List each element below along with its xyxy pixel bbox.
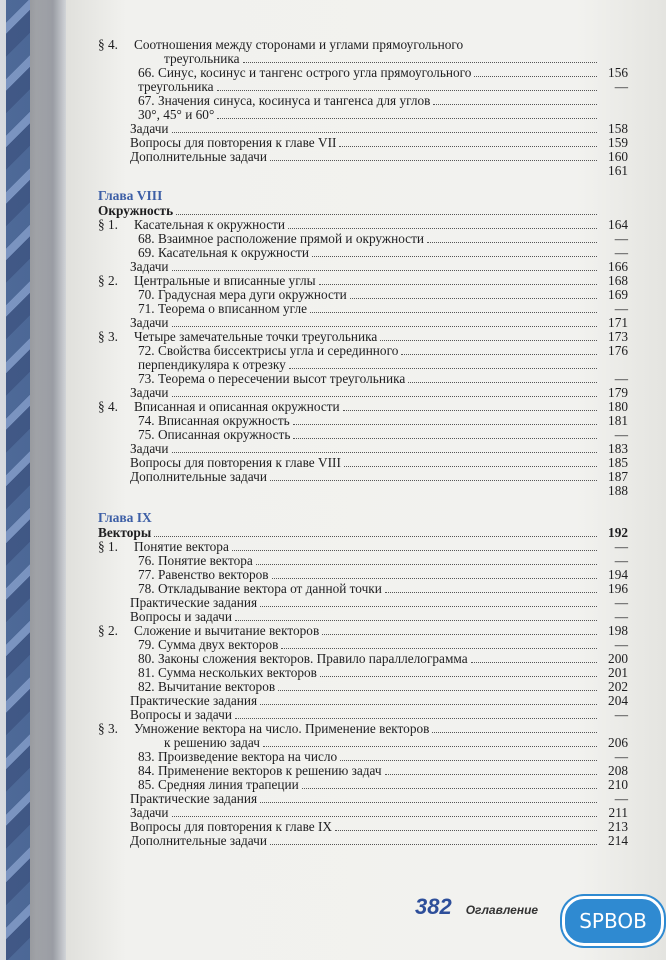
toc-title: 79. Сумма двух векторов: [138, 637, 279, 652]
dot-leader: [427, 242, 597, 243]
toc-entry: [98, 484, 628, 498]
toc-entry: [98, 246, 628, 260]
toc-entry: [98, 666, 628, 680]
toc-title: Вопросы и задачи: [130, 707, 232, 722]
toc-title: Дополнительные задачи: [130, 469, 267, 484]
toc-page-number: 160: [608, 149, 628, 164]
toc-number: § 3.: [98, 329, 118, 344]
toc-entry: [98, 414, 628, 428]
toc-title: Задачи: [130, 805, 169, 820]
toc-page-number: 198: [608, 623, 628, 638]
dot-leader: [232, 550, 597, 551]
toc-entry: [98, 792, 628, 806]
toc-entry: [98, 274, 628, 288]
toc-number: § 4.: [98, 399, 118, 414]
toc-entry: [98, 722, 628, 736]
toc-entry: [98, 778, 628, 792]
toc-title: Практические задания: [130, 595, 258, 610]
toc-page-number: 214: [608, 833, 628, 848]
toc-title: треугольника: [138, 79, 214, 94]
watermark-logo: SPBOB: [562, 896, 664, 946]
toc-title: Задачи: [130, 441, 169, 456]
toc-page-number: 187: [608, 469, 628, 484]
toc-page-number: 171: [608, 315, 628, 330]
toc-entry: [98, 624, 628, 638]
toc-entry: [98, 568, 628, 582]
toc-page-number: 194: [608, 567, 628, 582]
toc-title: 74. Вписанная окружность: [138, 413, 290, 428]
toc-title: Задачи: [130, 259, 169, 274]
toc-title: Соотношения между сторонами и углами прямоугольного: [134, 37, 464, 52]
dot-leader: [172, 132, 597, 133]
toc-title: Практические задания: [130, 693, 258, 708]
toc-page-number: 183: [608, 441, 628, 456]
toc-entry: [98, 540, 628, 554]
spine-shadow: [30, 0, 66, 960]
dot-leader: [288, 228, 597, 229]
toc-page-number: 206: [608, 735, 628, 750]
toc-number: § 2.: [98, 623, 118, 638]
toc-entry: [98, 288, 628, 302]
toc-title: 82. Вычитание векторов: [138, 679, 276, 694]
toc-title: 67. Значения синуса, косинуса и тангенса для углов: [138, 93, 431, 108]
table-of-contents: [98, 38, 628, 848]
dot-leader: [471, 662, 597, 663]
toc-page-number: —: [614, 301, 628, 316]
toc-title: Вписанная и описанная окружности: [134, 399, 340, 414]
toc-entry: [98, 372, 628, 386]
toc-title: Четыре замечательные точки треугольника: [134, 329, 378, 344]
toc-entry: [98, 38, 628, 52]
dot-leader: [339, 146, 597, 147]
toc-entry: [98, 316, 628, 330]
dot-leader: [289, 368, 597, 369]
dot-leader: [385, 592, 597, 593]
toc-title: Практические задания: [130, 791, 258, 806]
toc-title: Понятие вектора: [134, 539, 229, 554]
toc-title: 84. Применение векторов к решению задач: [138, 763, 382, 778]
toc-page-number: 159: [608, 135, 628, 150]
toc-title: Центральные и вписанные углы: [134, 273, 316, 288]
dot-leader: [319, 284, 597, 285]
toc-page-number: 188: [608, 483, 628, 498]
dot-leader: [312, 256, 597, 257]
toc-entry: [98, 680, 628, 694]
toc-entry: [98, 386, 628, 400]
toc-title: Вопросы для повторения к главе VIII: [130, 455, 341, 470]
toc-page-number: 196: [608, 581, 628, 596]
dot-leader: [401, 354, 597, 355]
dot-leader: [340, 760, 597, 761]
dot-leader: [344, 466, 597, 467]
toc-title: Задачи: [130, 121, 169, 136]
toc-title: Сложение и вычитание векторов: [134, 623, 320, 638]
toc-entry: [98, 80, 628, 94]
toc-title: Умножение вектора на число. Применение векторов: [134, 721, 430, 736]
toc-entry: [98, 428, 628, 442]
dot-leader: [172, 816, 597, 817]
dot-leader: [235, 718, 597, 719]
dot-leader: [217, 118, 597, 119]
toc-page-number: —: [614, 791, 628, 806]
toc-page-number: 200: [608, 651, 628, 666]
toc-title: 71. Теорема о вписанном угле: [138, 301, 307, 316]
toc-page-number: —: [614, 609, 628, 624]
dot-leader: [408, 382, 597, 383]
dot-leader: [172, 452, 597, 453]
dot-leader: [293, 424, 597, 425]
toc-title: 81. Сумма нескольких векторов: [138, 665, 317, 680]
dot-leader: [432, 732, 597, 733]
toc-entry: [98, 834, 628, 848]
toc-page-number: 204: [608, 693, 628, 708]
dot-leader: [320, 676, 597, 677]
toc-title: 85. Средняя линия трапеции: [138, 777, 299, 792]
toc-page-number: —: [614, 749, 628, 764]
toc-title: 83. Произведение вектора на число: [138, 749, 338, 764]
toc-title: треугольника: [164, 51, 240, 66]
toc-number: § 1.: [98, 217, 118, 232]
chapter-heading: [98, 188, 628, 204]
toc-page-number: 158: [608, 121, 628, 136]
dot-leader: [154, 536, 597, 537]
toc-entry: [98, 400, 628, 414]
toc-entry: [98, 554, 628, 568]
toc-page-number: —: [614, 595, 628, 610]
page-number: 382: [415, 894, 452, 919]
dot-leader: [322, 634, 597, 635]
toc-title: 70. Градусная мера дуги окружности: [138, 287, 347, 302]
toc-title: 66. Синус, косинус и тангенс острого угла прямоугольного: [138, 65, 472, 80]
toc-page-number: 180: [608, 399, 628, 414]
toc-entry: [98, 596, 628, 610]
toc-entry: [98, 736, 628, 750]
dot-leader: [235, 620, 597, 621]
toc-title: 80. Законы сложения векторов. Правило параллелограмма: [138, 651, 468, 666]
toc-entry: [98, 806, 628, 820]
dot-leader: [310, 312, 597, 313]
toc-entry: [98, 218, 628, 232]
toc-entry: [98, 358, 628, 372]
dot-leader: [302, 788, 597, 789]
toc-entry: [98, 442, 628, 456]
toc-title: Задачи: [130, 385, 169, 400]
toc-title: 73. Теорема о пересечении высот треугольника: [138, 371, 406, 386]
toc-number: § 3.: [98, 721, 118, 736]
dot-leader: [380, 340, 597, 341]
dot-leader: [263, 746, 597, 747]
toc-entry: [98, 344, 628, 358]
toc-entry: [98, 94, 628, 108]
dot-leader: [278, 690, 597, 691]
page-footer: [415, 894, 538, 920]
book-spine: [6, 0, 30, 960]
toc-entry: [98, 750, 628, 764]
toc-title: Вопросы для повторения к главе VII: [130, 135, 337, 150]
toc-page-number: 176: [608, 343, 628, 358]
toc-entry: [98, 330, 628, 344]
toc-page-number: —: [614, 245, 628, 260]
dot-leader: [270, 160, 597, 161]
toc-title: Вопросы для повторения к главе IX: [130, 819, 333, 834]
toc-entry: [98, 164, 628, 178]
toc-page-number: 161: [608, 163, 628, 178]
dot-leader: [256, 564, 597, 565]
toc-page-number: —: [614, 553, 628, 568]
toc-page-number: 179: [608, 385, 628, 400]
toc-page-number: 201: [608, 665, 628, 680]
dot-leader: [270, 480, 597, 481]
toc-entry: [98, 582, 628, 596]
toc-entry: [98, 136, 628, 150]
dot-leader: [260, 606, 597, 607]
toc-page-number: —: [614, 539, 628, 554]
toc-page-number: 181: [608, 413, 628, 428]
dot-leader: [270, 844, 597, 845]
toc-page-number: 164: [608, 217, 628, 232]
toc-entry: [98, 232, 628, 246]
toc-page-number: —: [614, 427, 628, 442]
dot-leader: [350, 298, 597, 299]
toc-title: 75. Описанная окружность: [138, 427, 291, 442]
toc-page-number: 185: [608, 455, 628, 470]
toc-entry: [98, 302, 628, 316]
toc-title: 72. Свойства биссектрисы угла и серединного: [138, 343, 399, 358]
toc-title: Задачи: [130, 315, 169, 330]
toc-page-number: 166: [608, 259, 628, 274]
toc-title: Векторы: [98, 525, 152, 540]
toc-page-number: 156: [608, 65, 628, 80]
toc-title: 76. Понятие вектора: [138, 553, 253, 568]
dot-leader: [433, 104, 597, 105]
toc-page-number: 192: [608, 525, 628, 540]
dot-leader: [272, 578, 597, 579]
toc-entry: [98, 638, 628, 652]
toc-title: Вопросы и задачи: [130, 609, 232, 624]
toc-title: Глава IX: [98, 510, 152, 525]
chapter-heading: [98, 510, 628, 526]
toc-title: перпендикуляра к отрезку: [138, 357, 286, 372]
dot-leader: [172, 270, 597, 271]
dot-leader: [172, 396, 597, 397]
toc-page-number: 169: [608, 287, 628, 302]
toc-page-number: 211: [608, 805, 628, 820]
dot-leader: [172, 326, 597, 327]
toc-title: Дополнительные задачи: [130, 833, 267, 848]
toc-page-number: 173: [608, 329, 628, 344]
dot-leader: [260, 802, 597, 803]
toc-entry: [98, 652, 628, 666]
toc-title: 30°, 45° и 60°: [138, 107, 215, 122]
dot-leader: [243, 62, 597, 63]
toc-entry: [98, 708, 628, 722]
dot-leader: [474, 76, 597, 77]
dot-leader: [281, 648, 597, 649]
toc-number: § 1.: [98, 539, 118, 554]
toc-entry: [98, 764, 628, 778]
dot-leader: [260, 704, 597, 705]
toc-entry: [98, 66, 628, 80]
dot-leader: [385, 774, 597, 775]
toc-entry: [98, 150, 628, 164]
toc-entry: [98, 108, 628, 122]
dot-leader: [335, 830, 597, 831]
toc-entry: [98, 820, 628, 834]
dot-leader: [176, 214, 597, 215]
toc-entry: [98, 122, 628, 136]
toc-title: 78. Откладывание вектора от данной точки: [138, 581, 382, 596]
toc-page-number: 208: [608, 763, 628, 778]
toc-entry: [98, 610, 628, 624]
toc-page-number: —: [614, 707, 628, 722]
toc-entry: [98, 470, 628, 484]
dot-leader: [217, 90, 597, 91]
toc-title: 69. Касательная к окружности: [138, 245, 309, 260]
toc-entry: [98, 694, 628, 708]
toc-title: Дополнительные задачи: [130, 149, 267, 164]
toc-number: § 4.: [98, 37, 118, 52]
toc-title: Касательная к окружности: [134, 217, 286, 232]
toc-page-number: 210: [608, 777, 628, 792]
dot-leader: [343, 410, 597, 411]
toc-title: 77. Равенство векторов: [138, 567, 269, 582]
running-head: Оглавление: [465, 903, 539, 917]
toc-title: к решению задач: [164, 735, 260, 750]
toc-page-number: 168: [608, 273, 628, 288]
toc-page-number: —: [614, 637, 628, 652]
toc-page-number: 213: [608, 819, 628, 834]
toc-title: 68. Взаимное расположение прямой и окружности: [138, 231, 425, 246]
toc-number: § 2.: [98, 273, 118, 288]
toc-entry: [98, 260, 628, 274]
chapter-title: [98, 526, 628, 540]
toc-title: Глава VIII: [98, 188, 163, 203]
toc-page-number: —: [614, 231, 628, 246]
toc-page-number: —: [614, 371, 628, 386]
toc-page-number: —: [614, 79, 628, 94]
toc-entry: [98, 52, 628, 66]
chapter-title: [98, 204, 628, 218]
dot-leader: [293, 438, 597, 439]
toc-page-number: 202: [608, 679, 628, 694]
toc-entry: [98, 456, 628, 470]
toc-title: Окружность: [98, 203, 174, 218]
